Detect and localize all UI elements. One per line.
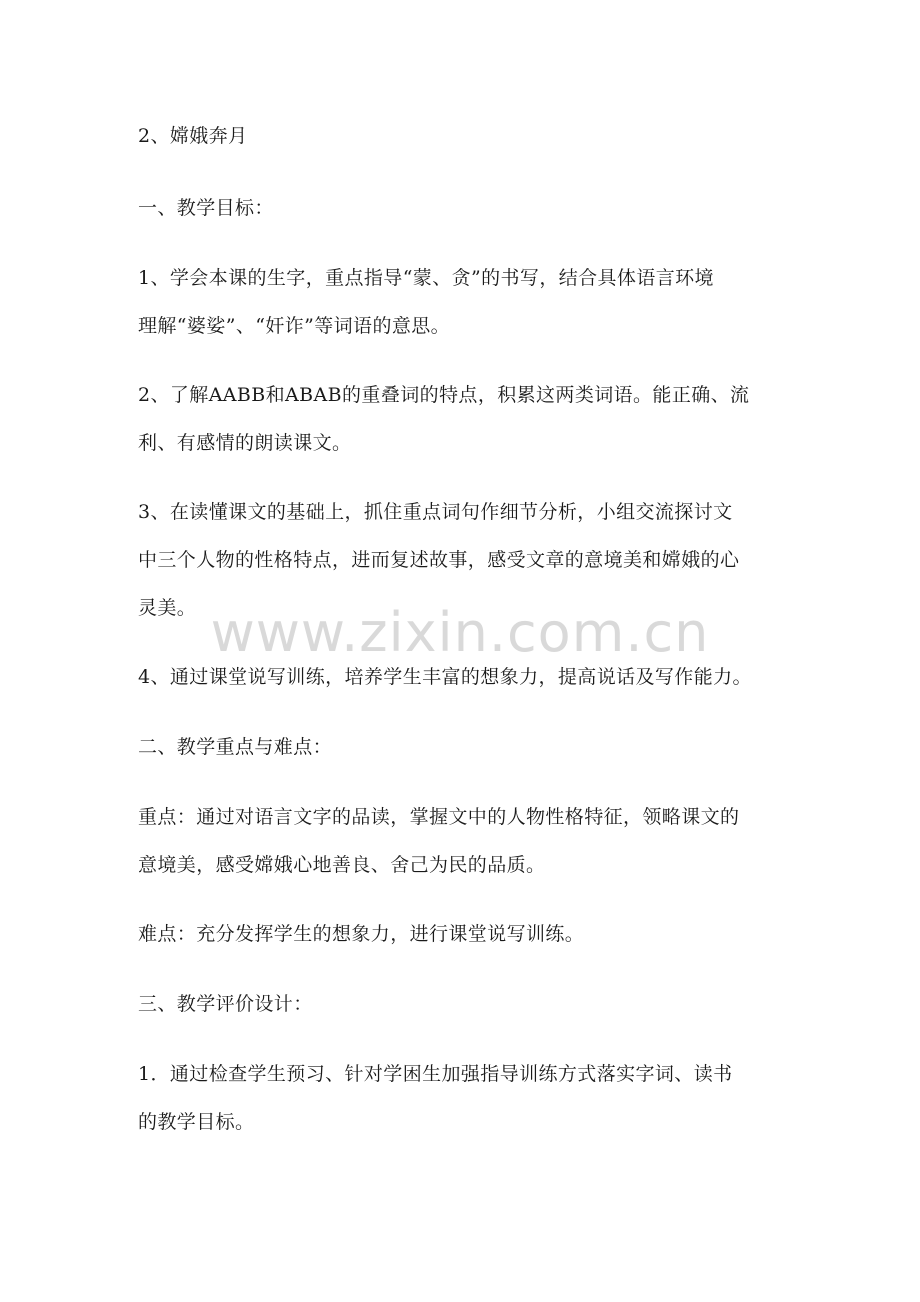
evaluation-1-line-2: 的教学目标。	[138, 1111, 255, 1133]
key-point-line-2: 意境美，感受嫦娥心地善良、舍己为民的品质。	[138, 854, 546, 876]
section-heading-key-points: 二、教学重点与难点：	[138, 736, 333, 758]
lesson-title: 2、嫦娥奔月	[138, 125, 248, 147]
objective-3-line-3: 灵美。	[138, 597, 197, 619]
objective-1-line-1: 1、学会本课的生字，重点指导“蒙、贪”的书写，结合具体语言环境	[138, 267, 714, 289]
section-heading-evaluation: 三、教学评价设计：	[138, 993, 313, 1015]
objective-4-line-1: 4、通过课堂说写训练，培养学生丰富的想象力，提高说话及写作能力。	[138, 666, 752, 688]
objective-2-line-1: 2、了解AABB和ABAB的重叠词的特点，积累这两类词语。能正确、流	[138, 384, 750, 406]
section-heading-objectives: 一、教学目标：	[138, 197, 274, 219]
objective-3-line-2: 中三个人物的性格特点，进而复述故事，感受文章的意境美和嫦娥的心	[138, 549, 740, 571]
evaluation-1-line-1: 1．通过检查学生预习、针对学困生加强指导训练方式落实字词、读书	[138, 1063, 733, 1085]
objective-1-line-2: 理解“婆娑”、“奸诈”等词语的意思。	[138, 315, 451, 337]
key-point-line-1: 重点：通过对语言文字的品读，掌握文中的人物性格特征，领略课文的	[138, 806, 740, 828]
difficulty-line-1: 难点：充分发挥学生的想象力，进行课堂说写训练。	[138, 923, 585, 945]
objective-3-line-1: 3、在读懂课文的基础上，抓住重点词句作细节分析，小组交流探讨文	[138, 501, 733, 523]
watermark: www.zixin.com.cn	[210, 601, 710, 664]
objective-2-line-2: 利、有感情的朗读课文。	[138, 432, 352, 454]
